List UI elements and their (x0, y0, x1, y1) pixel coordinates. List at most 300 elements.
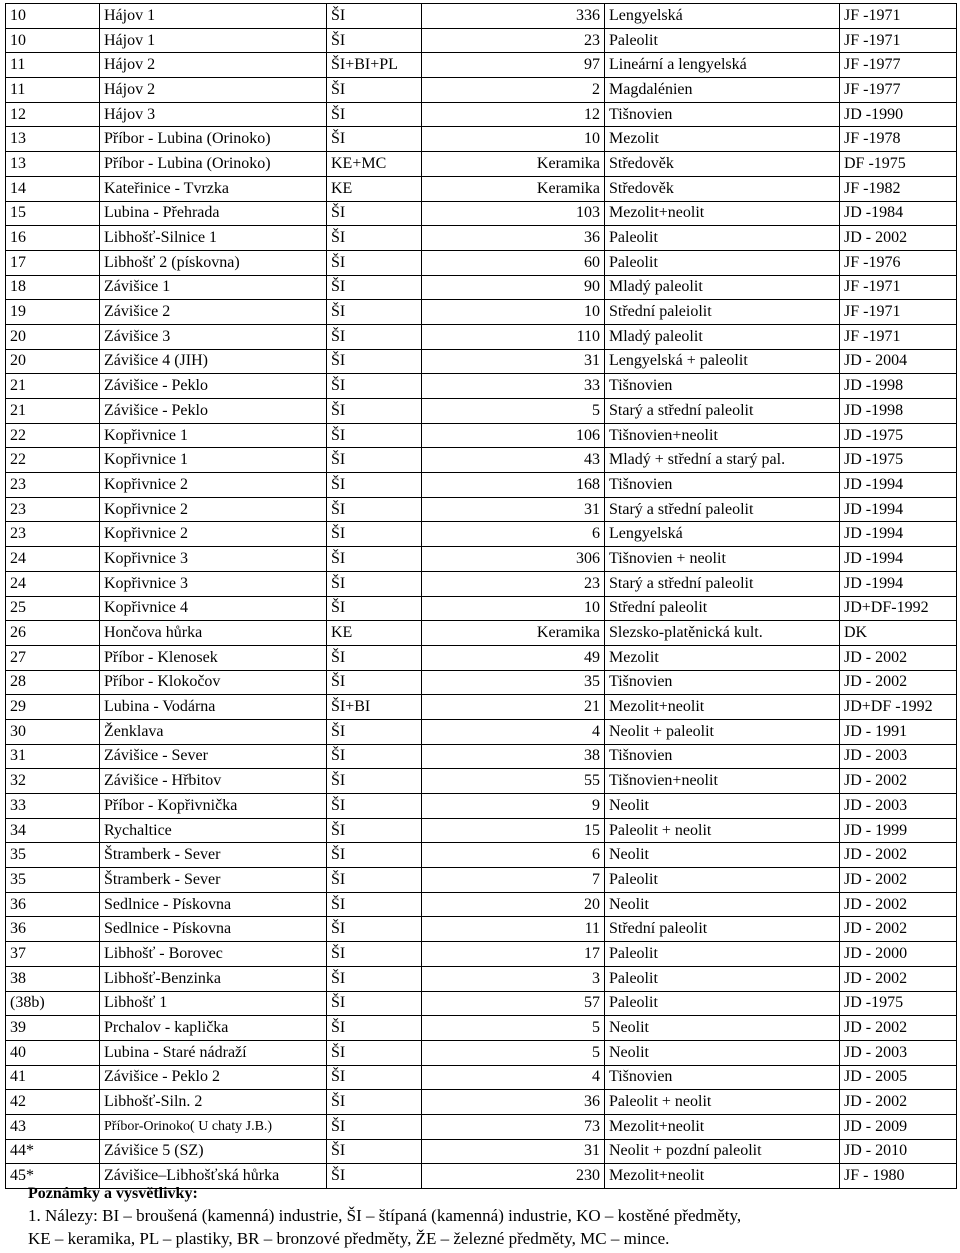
count-cell: 4 (422, 719, 605, 744)
period-cell: Neolit (605, 794, 840, 819)
count-cell: 5 (422, 1016, 605, 1041)
table-row (6, 4, 957, 29)
finder-year-cell: JD+DF-1992 (840, 596, 957, 621)
locality-cell: Libhošť - Borovec (100, 942, 327, 967)
count-cell: 2 (422, 78, 605, 103)
find-type-cell: ŠI (327, 127, 422, 152)
period-cell: Mezolit+neolit (605, 201, 840, 226)
count-cell: 21 (422, 695, 605, 720)
site-number-cell: 44* (6, 1139, 100, 1164)
find-type-cell: ŠI (327, 300, 422, 325)
find-type-cell: ŠI (327, 349, 422, 374)
period-cell: Mezolit (605, 127, 840, 152)
locality-cell: Příbor - Kopřivnička (100, 794, 327, 819)
table-row (6, 966, 957, 991)
period-cell: Tišnovien (605, 473, 840, 498)
locality-cell: Kopřivnice 4 (100, 596, 327, 621)
count-cell: 20 (422, 892, 605, 917)
finder-year-cell: JD -1994 (840, 547, 957, 572)
find-type-cell: ŠI (327, 522, 422, 547)
finder-year-cell: JD -1998 (840, 374, 957, 399)
period-cell: Paleolit + neolit (605, 818, 840, 843)
site-number-cell: 39 (6, 1016, 100, 1041)
finder-year-cell: JF -1982 (840, 176, 957, 201)
site-number-cell: 20 (6, 349, 100, 374)
site-number-cell: 26 (6, 621, 100, 646)
site-number-cell: 19 (6, 300, 100, 325)
count-cell: 4 (422, 1065, 605, 1090)
period-cell: Neolit (605, 843, 840, 868)
locality-cell: Kopřivnice 2 (100, 522, 327, 547)
table-row (6, 275, 957, 300)
finder-year-cell: JD -1994 (840, 473, 957, 498)
finder-year-cell: JD -1998 (840, 399, 957, 424)
period-cell: Tišnovien+neolit (605, 423, 840, 448)
period-cell: Střední paleolit (605, 917, 840, 942)
finder-year-cell: JF -1971 (840, 275, 957, 300)
find-type-cell: ŠI (327, 226, 422, 251)
finder-year-cell: JF -1971 (840, 324, 957, 349)
site-number-cell: 23 (6, 497, 100, 522)
finder-year-cell: JD -1994 (840, 522, 957, 547)
finder-year-cell: JD -1990 (840, 102, 957, 127)
count-cell: 73 (422, 1114, 605, 1139)
find-type-cell: ŠI (327, 1090, 422, 1115)
period-cell: Mezolit+neolit (605, 1164, 840, 1189)
count-cell: 23 (422, 28, 605, 53)
period-cell: Mladý paleolit (605, 324, 840, 349)
count-cell: 12 (422, 102, 605, 127)
locality-cell: Kopřivnice 3 (100, 571, 327, 596)
site-number-cell: 22 (6, 448, 100, 473)
period-cell: Paleolit (605, 991, 840, 1016)
period-cell: Starý a střední paleolit (605, 497, 840, 522)
table-row (6, 794, 957, 819)
find-type-cell: ŠI (327, 547, 422, 572)
site-number-cell: 28 (6, 670, 100, 695)
finds-table (5, 3, 957, 1189)
table-row (6, 719, 957, 744)
site-number-cell: 10 (6, 4, 100, 29)
find-type-cell: KE (327, 176, 422, 201)
locality-cell: Závišice 3 (100, 324, 327, 349)
locality-cell: Hájov 2 (100, 53, 327, 78)
table-row (6, 176, 957, 201)
site-number-cell: 23 (6, 522, 100, 547)
locality-cell: Štramberk - Sever (100, 843, 327, 868)
site-number-cell: 15 (6, 201, 100, 226)
finder-year-cell: JD - 2000 (840, 942, 957, 967)
table-row (6, 349, 957, 374)
locality-cell: Lubina - Přehrada (100, 201, 327, 226)
site-number-cell: 36 (6, 892, 100, 917)
count-cell: 36 (422, 1090, 605, 1115)
site-number-cell: 33 (6, 794, 100, 819)
count-cell: 110 (422, 324, 605, 349)
site-number-cell: 30 (6, 719, 100, 744)
site-number-cell: 11 (6, 53, 100, 78)
finder-year-cell: JD - 2004 (840, 349, 957, 374)
locality-cell: Kopřivnice 1 (100, 423, 327, 448)
count-cell: 35 (422, 670, 605, 695)
table-row (6, 250, 957, 275)
finder-year-cell: JD - 2002 (840, 1090, 957, 1115)
period-cell: Lengyelská (605, 4, 840, 29)
find-type-cell: ŠI (327, 28, 422, 53)
locality-cell: Lubina - Staré nádraží (100, 1040, 327, 1065)
count-cell: 31 (422, 349, 605, 374)
count-cell: Keramika (422, 152, 605, 177)
locality-cell: Libhošť 2 (pískovna) (100, 250, 327, 275)
count-cell: 31 (422, 1139, 605, 1164)
locality-cell: Závišice - Peklo (100, 399, 327, 424)
period-cell: Paleolit (605, 942, 840, 967)
site-number-cell: 45* (6, 1164, 100, 1189)
count-cell: 168 (422, 473, 605, 498)
find-type-cell: ŠI (327, 571, 422, 596)
locality-cell: Závišice 1 (100, 275, 327, 300)
table-row (6, 892, 957, 917)
find-type-cell: ŠI (327, 473, 422, 498)
finder-year-cell: JF -1971 (840, 4, 957, 29)
table-row (6, 1114, 957, 1139)
table-row (6, 1016, 957, 1041)
finder-year-cell: JD -1994 (840, 497, 957, 522)
finder-year-cell: JD - 2002 (840, 670, 957, 695)
period-cell: Neolit (605, 892, 840, 917)
finder-year-cell: JD - 2002 (840, 645, 957, 670)
locality-cell: Lubina - Vodárna (100, 695, 327, 720)
finder-year-cell: JD - 2002 (840, 966, 957, 991)
count-cell: 5 (422, 1040, 605, 1065)
finder-year-cell: JD -1994 (840, 571, 957, 596)
site-number-cell: 34 (6, 818, 100, 843)
count-cell: 49 (422, 645, 605, 670)
period-cell: Neolit + pozdní paleolit (605, 1139, 840, 1164)
table-row (6, 1139, 957, 1164)
table-row (6, 645, 957, 670)
period-cell: Neolit (605, 1016, 840, 1041)
table-row (6, 522, 957, 547)
locality-cell: Libhošť-Benzinka (100, 966, 327, 991)
site-number-cell: 36 (6, 917, 100, 942)
table-row (6, 596, 957, 621)
notes-section (28, 1184, 948, 1250)
finder-year-cell: JD - 2003 (840, 794, 957, 819)
finder-year-cell: JF -1971 (840, 28, 957, 53)
count-cell: 36 (422, 226, 605, 251)
finder-year-cell: JD+DF -1992 (840, 695, 957, 720)
find-type-cell: ŠI (327, 423, 422, 448)
table-row (6, 324, 957, 349)
site-number-cell: 13 (6, 127, 100, 152)
table-row (6, 53, 957, 78)
site-number-cell: 10 (6, 28, 100, 53)
finder-year-cell: JD - 2002 (840, 1016, 957, 1041)
period-cell: Neolit (605, 1040, 840, 1065)
period-cell: Tišnovien (605, 374, 840, 399)
table-row (6, 497, 957, 522)
period-cell: Tišnovien (605, 102, 840, 127)
site-number-cell: 12 (6, 102, 100, 127)
find-type-cell: ŠI (327, 744, 422, 769)
finder-year-cell: JD - 2002 (840, 769, 957, 794)
site-number-cell: 23 (6, 473, 100, 498)
period-cell: Tišnovien + neolit (605, 547, 840, 572)
site-number-cell: 32 (6, 769, 100, 794)
table-row (6, 473, 957, 498)
find-type-cell: ŠI (327, 892, 422, 917)
count-cell: 3 (422, 966, 605, 991)
find-type-cell: ŠI (327, 1164, 422, 1189)
locality-cell: Závišice - Sever (100, 744, 327, 769)
count-cell: 11 (422, 917, 605, 942)
period-cell: Lengyelská + paleolit (605, 349, 840, 374)
find-type-cell: ŠI+BI (327, 695, 422, 720)
period-cell: Mezolit (605, 645, 840, 670)
table-row (6, 547, 957, 572)
site-number-cell: 17 (6, 250, 100, 275)
table-row (6, 744, 957, 769)
finds-table-body (6, 4, 957, 1189)
finder-year-cell: JF -1977 (840, 78, 957, 103)
locality-cell: Závišice 2 (100, 300, 327, 325)
table-row (6, 399, 957, 424)
count-cell: Keramika (422, 176, 605, 201)
finder-year-cell: JF -1976 (840, 250, 957, 275)
period-cell: Středověk (605, 176, 840, 201)
finder-year-cell: JD - 2003 (840, 1040, 957, 1065)
count-cell: 90 (422, 275, 605, 300)
count-cell: Keramika (422, 621, 605, 646)
find-type-cell: ŠI (327, 1065, 422, 1090)
table-row (6, 374, 957, 399)
locality-cell: Hájov 3 (100, 102, 327, 127)
count-cell: 6 (422, 522, 605, 547)
table-row (6, 843, 957, 868)
period-cell: Starý a střední paleolit (605, 399, 840, 424)
notes-line-2: KE – keramika, PL – plastiky, BR – bronzové předměty, ŽE – železné předměty, MC – mince. (28, 1229, 670, 1248)
locality-cell: Příbor - Klokočov (100, 670, 327, 695)
notes-heading: Poznámky a vysvětlivky: (28, 1185, 198, 1202)
locality-cell: Rychaltice (100, 818, 327, 843)
period-cell: Mladý + střední a starý pal. (605, 448, 840, 473)
find-type-cell: KE+MC (327, 152, 422, 177)
table-row (6, 152, 957, 177)
table-row (6, 769, 957, 794)
table-row (6, 300, 957, 325)
count-cell: 15 (422, 818, 605, 843)
finder-year-cell: JD -1975 (840, 991, 957, 1016)
locality-cell: Příbor - Lubina (Orinoko) (100, 127, 327, 152)
locality-cell: Závišice 4 (JIH) (100, 349, 327, 374)
find-type-cell: KE (327, 621, 422, 646)
period-cell: Střední paleolit (605, 596, 840, 621)
site-number-cell: 16 (6, 226, 100, 251)
find-type-cell: ŠI (327, 966, 422, 991)
finder-year-cell: JF - 1980 (840, 1164, 957, 1189)
count-cell: 336 (422, 4, 605, 29)
locality-cell: Hájov 1 (100, 4, 327, 29)
find-type-cell: ŠI (327, 374, 422, 399)
table-row (6, 102, 957, 127)
find-type-cell: ŠI (327, 448, 422, 473)
locality-cell: Závišice 5 (SZ) (100, 1139, 327, 1164)
find-type-cell: ŠI (327, 102, 422, 127)
finder-year-cell: DK (840, 621, 957, 646)
locality-cell: Štramberk - Sever (100, 868, 327, 893)
find-type-cell: ŠI (327, 275, 422, 300)
locality-cell: Hájov 2 (100, 78, 327, 103)
count-cell: 103 (422, 201, 605, 226)
count-cell: 9 (422, 794, 605, 819)
table-row (6, 201, 957, 226)
finder-year-cell: JD - 2002 (840, 226, 957, 251)
period-cell: Paleolit (605, 226, 840, 251)
find-type-cell: ŠI (327, 794, 422, 819)
locality-cell: Libhošť 1 (100, 991, 327, 1016)
find-type-cell: ŠI (327, 596, 422, 621)
table-row (6, 28, 957, 53)
find-type-cell: ŠI (327, 769, 422, 794)
finder-year-cell: JD - 2002 (840, 892, 957, 917)
finder-year-cell: JF -1971 (840, 300, 957, 325)
period-cell: Neolit + paleolit (605, 719, 840, 744)
site-number-cell: 21 (6, 399, 100, 424)
site-number-cell: 27 (6, 645, 100, 670)
site-number-cell: 22 (6, 423, 100, 448)
finder-year-cell: JD - 2010 (840, 1139, 957, 1164)
count-cell: 43 (422, 448, 605, 473)
finder-year-cell: JD -1975 (840, 448, 957, 473)
finder-year-cell: DF -1975 (840, 152, 957, 177)
site-number-cell: 42 (6, 1090, 100, 1115)
site-number-cell: 37 (6, 942, 100, 967)
site-number-cell: 35 (6, 843, 100, 868)
table-row (6, 942, 957, 967)
site-number-cell: 29 (6, 695, 100, 720)
locality-cell: Závišice - Peklo (100, 374, 327, 399)
locality-cell: Ženklava (100, 719, 327, 744)
site-number-cell: 14 (6, 176, 100, 201)
table-row (6, 1090, 957, 1115)
period-cell: Středověk (605, 152, 840, 177)
find-type-cell: ŠI (327, 399, 422, 424)
finder-year-cell: JD - 2002 (840, 868, 957, 893)
find-type-cell: ŠI (327, 1016, 422, 1041)
find-type-cell: ŠI (327, 1114, 422, 1139)
period-cell: Mladý paleolit (605, 275, 840, 300)
finder-year-cell: JD -1975 (840, 423, 957, 448)
count-cell: 97 (422, 53, 605, 78)
locality-cell: Příbor-Orinoko( U chaty J.B.) (100, 1114, 327, 1139)
locality-cell: Závišice - Peklo 2 (100, 1065, 327, 1090)
site-number-cell: 35 (6, 868, 100, 893)
table-row (6, 670, 957, 695)
find-type-cell: ŠI (327, 78, 422, 103)
count-cell: 57 (422, 991, 605, 1016)
locality-cell: Hájov 1 (100, 28, 327, 53)
finder-year-cell: JF -1977 (840, 53, 957, 78)
find-type-cell: ŠI (327, 324, 422, 349)
site-number-cell: 13 (6, 152, 100, 177)
count-cell: 6 (422, 843, 605, 868)
table-row (6, 423, 957, 448)
period-cell: Paleolit (605, 28, 840, 53)
table-row (6, 1040, 957, 1065)
find-type-cell: ŠI (327, 868, 422, 893)
period-cell: Tišnovien (605, 670, 840, 695)
count-cell: 10 (422, 300, 605, 325)
period-cell: Magdalénien (605, 78, 840, 103)
locality-cell: Sedlnice - Pískovna (100, 917, 327, 942)
locality-cell: Kopřivnice 3 (100, 547, 327, 572)
finder-year-cell: JD - 2002 (840, 917, 957, 942)
locality-cell: Kopřivnice 1 (100, 448, 327, 473)
site-number-cell: 24 (6, 547, 100, 572)
find-type-cell: ŠI (327, 497, 422, 522)
finder-year-cell: JD - 2003 (840, 744, 957, 769)
finder-year-cell: JD - 2005 (840, 1065, 957, 1090)
locality-cell: Prchalov - kaplička (100, 1016, 327, 1041)
count-cell: 5 (422, 399, 605, 424)
count-cell: 31 (422, 497, 605, 522)
period-cell: Mezolit+neolit (605, 695, 840, 720)
count-cell: 55 (422, 769, 605, 794)
count-cell: 10 (422, 596, 605, 621)
table-row (6, 226, 957, 251)
find-type-cell: ŠI (327, 818, 422, 843)
find-type-cell: ŠI (327, 942, 422, 967)
count-cell: 23 (422, 571, 605, 596)
find-type-cell: ŠI (327, 201, 422, 226)
count-cell: 17 (422, 942, 605, 967)
table-row (6, 621, 957, 646)
site-number-cell: 25 (6, 596, 100, 621)
table-row (6, 127, 957, 152)
period-cell: Mezolit+neolit (605, 1114, 840, 1139)
count-cell: 306 (422, 547, 605, 572)
locality-cell: Libhošť-Siln. 2 (100, 1090, 327, 1115)
find-type-cell: ŠI (327, 1040, 422, 1065)
find-type-cell: ŠI (327, 719, 422, 744)
period-cell: Tišnovien (605, 744, 840, 769)
period-cell: Lengyelská (605, 522, 840, 547)
period-cell: Tišnovien (605, 1065, 840, 1090)
notes-line-1: 1. Nálezy: BI – broušená (kamenná) industrie, ŠI – štípaná (kamenná) industrie, KO – kostěné předměty, (28, 1206, 742, 1225)
period-cell: Lineární a lengyelská (605, 53, 840, 78)
count-cell: 60 (422, 250, 605, 275)
period-cell: Paleolit (605, 250, 840, 275)
find-type-cell: ŠI+BI+PL (327, 53, 422, 78)
finder-year-cell: JD - 1999 (840, 818, 957, 843)
table-row (6, 695, 957, 720)
period-cell: Střední paleiolit (605, 300, 840, 325)
site-number-cell: 18 (6, 275, 100, 300)
finder-year-cell: JD - 2002 (840, 843, 957, 868)
site-number-cell: 31 (6, 744, 100, 769)
locality-cell: Příbor - Klenosek (100, 645, 327, 670)
locality-cell: Libhošť-Silnice 1 (100, 226, 327, 251)
table-row (6, 868, 957, 893)
site-number-cell: 20 (6, 324, 100, 349)
locality-cell: Kateřinice - Tvrzka (100, 176, 327, 201)
table-row (6, 1065, 957, 1090)
table-row (6, 571, 957, 596)
find-type-cell: ŠI (327, 670, 422, 695)
count-cell: 10 (422, 127, 605, 152)
count-cell: 7 (422, 868, 605, 893)
